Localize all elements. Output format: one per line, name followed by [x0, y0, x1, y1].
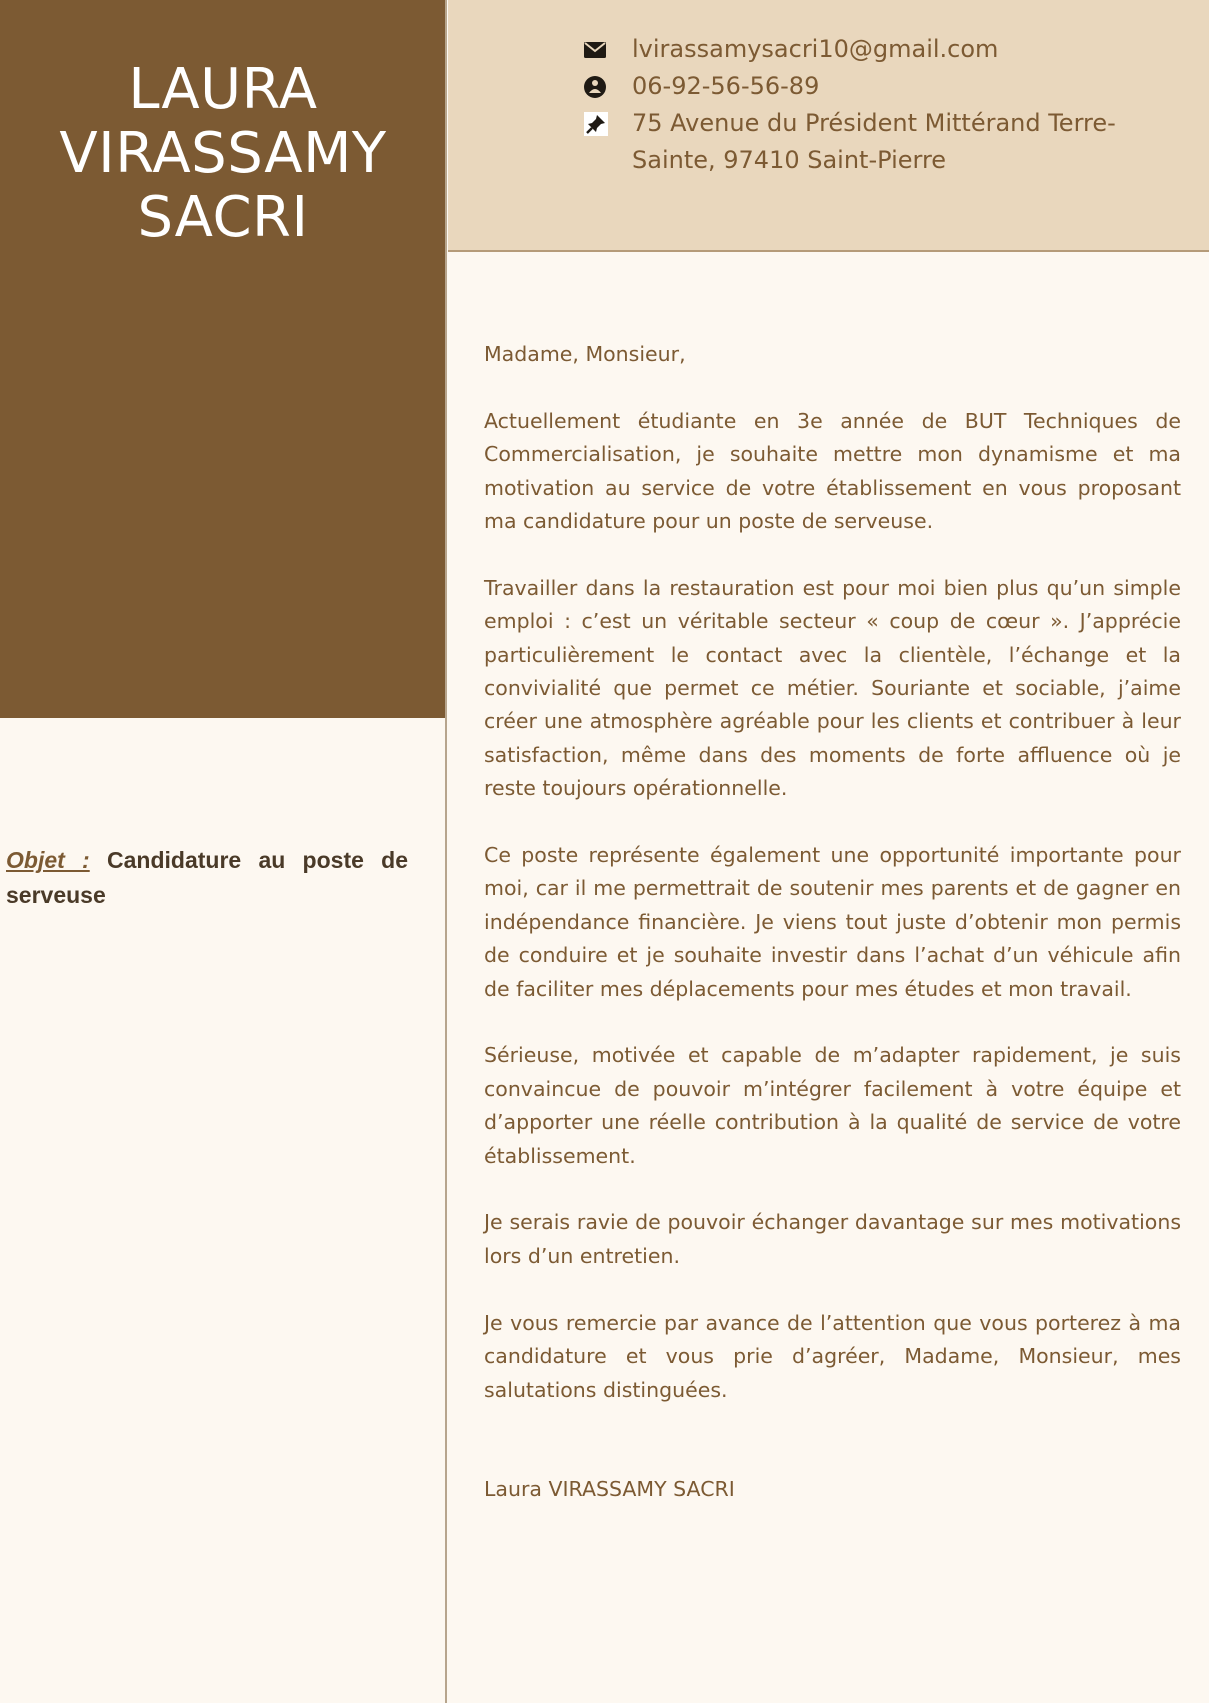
name-line-first: LAURA — [128, 57, 318, 122]
envelope-icon — [584, 31, 614, 68]
paragraph-intro: Actuellement étudiante en 3e année de BUT Techniques de Commercialisation, je souhaite mettre mon dynamisme et ma motivation au service de votre établissement en vous proposant ma candidature pour un poste de serveuse. — [484, 408, 1181, 534]
paragraph-motivation: Travailler dans la restauration est pour moi bien plus qu’un simple emploi : c’est un véritable secteur « coup de cœur ». J’apprécie particulièrement le contact avec la clientèle, l’échange et la convivialité que permet ce métier. Souriante et sociable, j’aime créer une atmosphère agréable pour les clients et contribuer à leur satisfaction, même dans des moments de forte affluence où je reste toujours opérationnelle. — [484, 575, 1181, 801]
contact-list — [584, 31, 1192, 179]
pin-icon — [584, 105, 614, 142]
letter-body — [484, 338, 1181, 1540]
column-divider — [445, 0, 447, 1703]
contact-phone — [584, 68, 1192, 105]
phone-text[interactable]: 06-92-56-56-89 — [632, 72, 820, 100]
subject-label: Objet : — [6, 847, 90, 873]
paragraph-opportunity: Ce poste représente également une opportunité importante pour moi, car il me permettrait de soutenir mes parents et de gagner en indépendance financière. Je viens tout juste d’obtenir mon permis de conduire et je souhaite investir dans l’achat d’un véhicule afin de faciliter mes déplacements pour mes études et mon travail. — [484, 843, 1181, 1001]
address-text: 75 Avenue du Président Mittérand Terre-Sainte, 97410 Saint-Pierre — [632, 109, 1116, 174]
paragraph-closing: Je vous remercie par avance de l’attention que vous porterez à ma candidature et vous prie d’agréer, Madame, Monsieur, mes salutations distinguées. — [484, 1310, 1181, 1402]
signature: Laura VIRASSAMY SACRI — [484, 1476, 735, 1501]
contact-address — [584, 105, 1192, 179]
paragraph-qualities: Sérieuse, motivée et capable de m’adapter rapidement, je suis convaincue de pouvoir m’intégrer facilement à votre équipe et d’apporter une réelle contribution à la qualité de service de votre établissement. — [484, 1043, 1181, 1168]
email-text[interactable]: lvirassamysacri10@gmail.com — [632, 35, 999, 63]
contact-email — [584, 31, 1192, 68]
applicant-name — [0, 58, 446, 250]
phone-icon — [584, 68, 614, 105]
subject-line — [6, 843, 408, 913]
paragraph-interview: Je serais ravie de pouvoir échanger davantage sur mes motivations lors d’un entretien. — [484, 1210, 1181, 1268]
subject-text: Candidature au poste de serveuse — [6, 847, 409, 908]
salutation: Madame, Monsieur, — [484, 342, 686, 366]
name-line-last: SACRI — [137, 185, 309, 250]
name-line-middle: VIRASSAMY — [59, 121, 387, 186]
